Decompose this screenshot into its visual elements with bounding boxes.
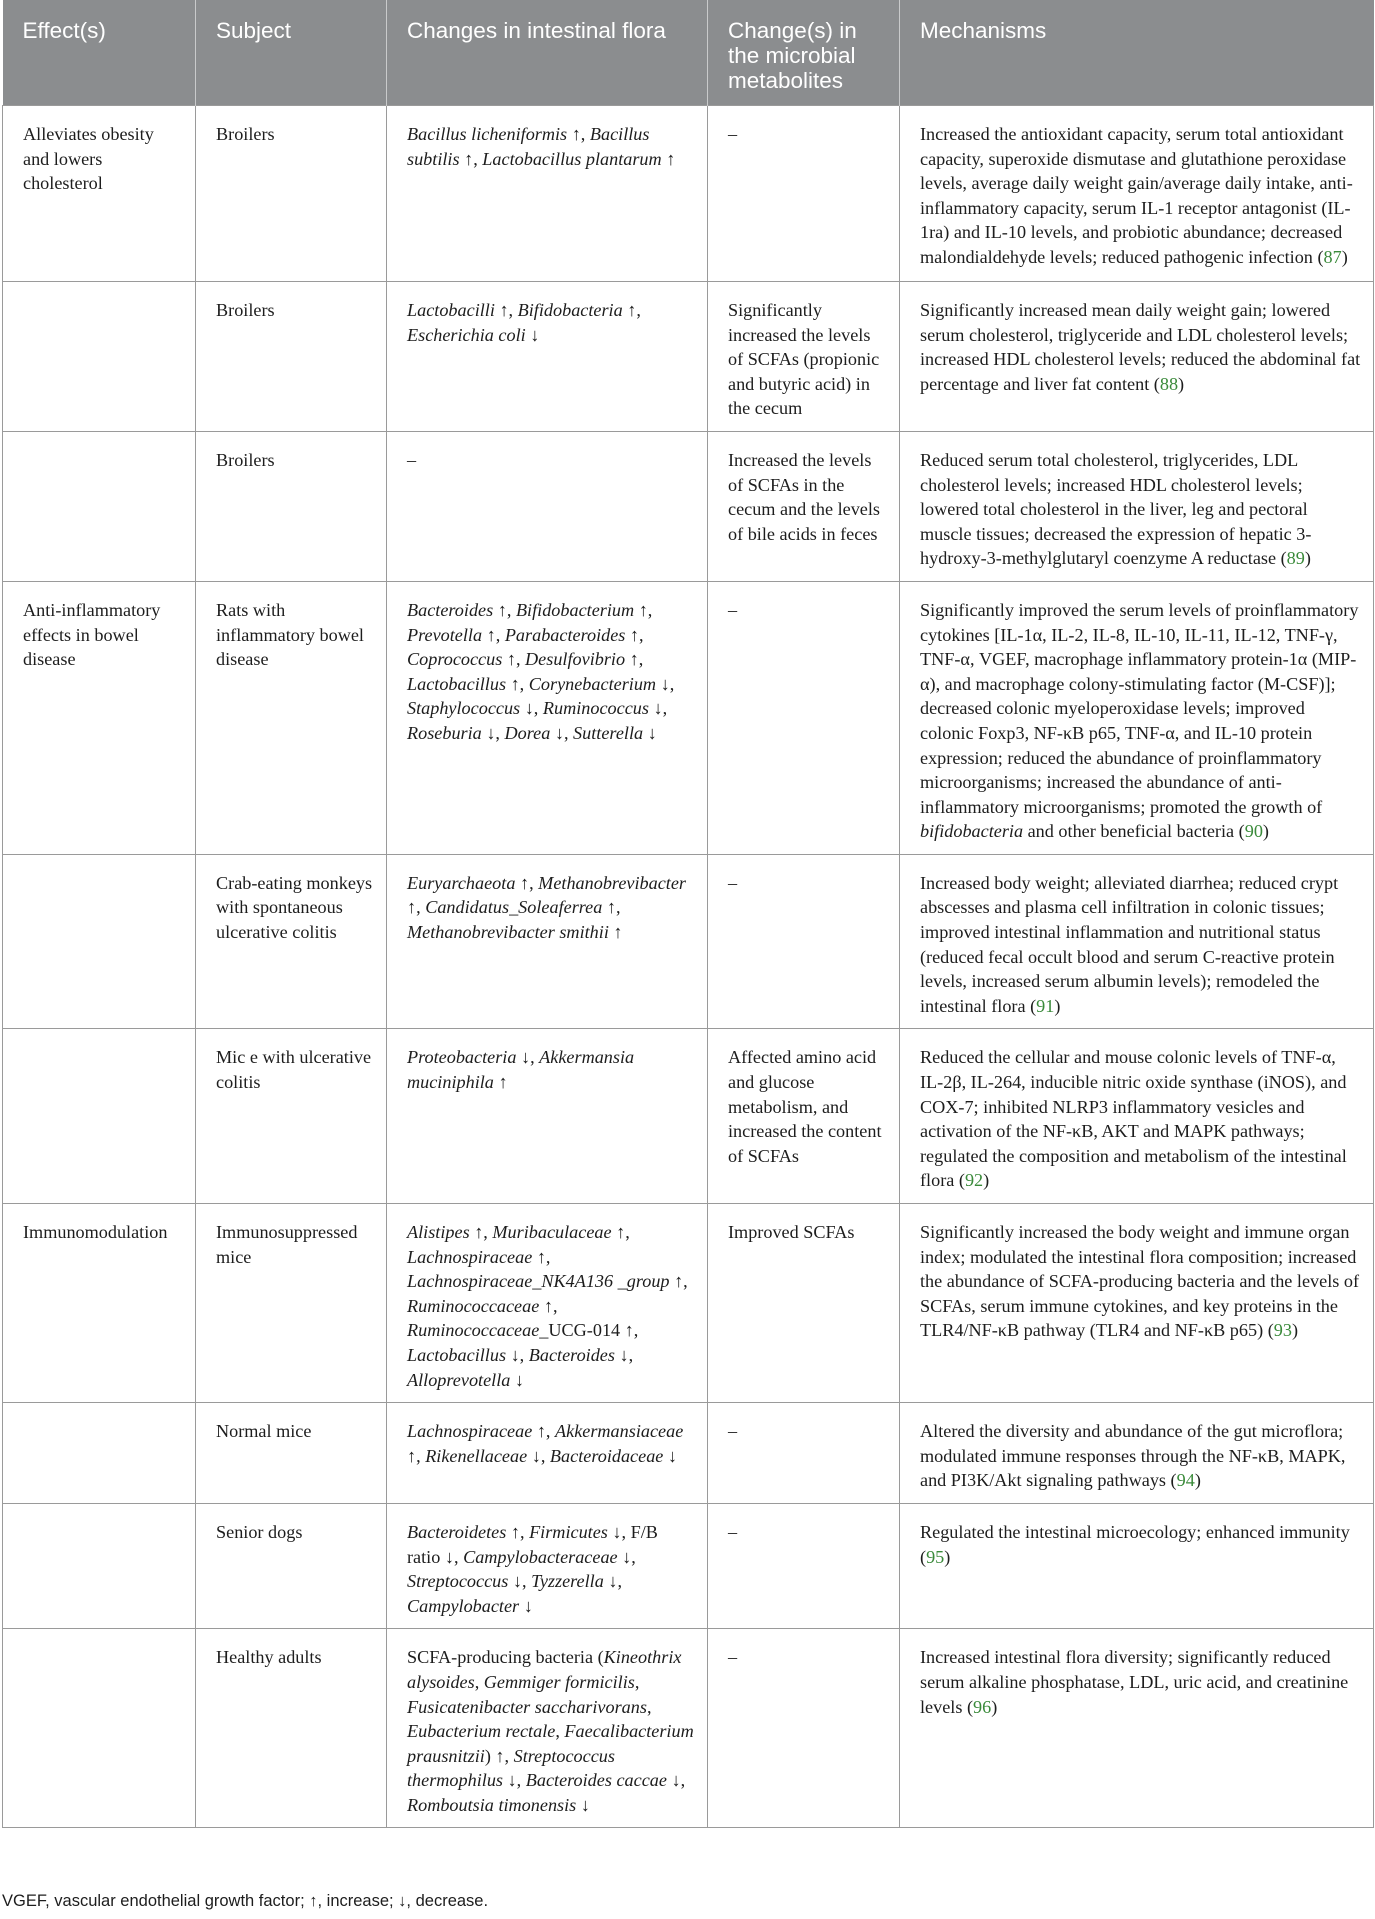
cell-flora: Lachnospiraceae ↑, Akkermansiaceae ↑, Rikenellaceae ↓, Bacteroidaceae ↓ — [387, 1403, 708, 1504]
cell-flora: – — [387, 431, 708, 581]
cell-subject: Senior dogs — [196, 1503, 387, 1628]
cell-subject: Mic e with ulcerative colitis — [196, 1029, 387, 1204]
cell-effect — [3, 1629, 196, 1828]
cell-subject: Crab-eating monkeys with spontaneous ulcerative colitis — [196, 854, 387, 1029]
cell-subject: Immunosuppressed mice — [196, 1204, 387, 1403]
cell-effect — [3, 1403, 196, 1504]
cell-metabolites: – — [708, 1503, 900, 1628]
table-row — [3, 1503, 1374, 1628]
cell-effect: Anti-inflammatory effects in bowel disease — [3, 581, 196, 854]
table-row — [3, 1629, 1374, 1828]
header-row — [3, 0, 1374, 106]
cell-mechanisms: Regulated the intestinal microecology; enhanced immunity (95) — [900, 1503, 1374, 1628]
header-effects: Effect(s) — [3, 0, 196, 106]
cell-subject: Healthy adults — [196, 1629, 387, 1828]
cell-flora: Bacteroidetes ↑, Firmicutes ↓, F/B ratio ↓, Campylobacteraceae ↓, Streptococcus ↓, Tyzzerella ↓, Campylobacter ↓ — [387, 1503, 708, 1628]
cell-mechanisms: Significantly increased mean daily weight gain; lowered serum cholesterol, triglyceride and LDL cholesterol levels; increased HDL cholesterol levels; reduced the abdominal fat percentage and liver fat content (88) — [900, 282, 1374, 432]
cell-mechanisms: Significantly increased the body weight and immune organ index; modulated the intestinal flora composition; increased the abundance of SCFA-producing bacteria and the levels of SCFAs, serum immune cytokines, and key proteins in the TLR4/NF-κB pathway (TLR4 and NF-κB p65) (93) — [900, 1204, 1374, 1403]
cell-flora: Proteobacteria ↓, Akkermansia muciniphila ↑ — [387, 1029, 708, 1204]
cell-subject: Broilers — [196, 431, 387, 581]
table-row — [3, 106, 1374, 282]
cell-mechanisms: Altered the diversity and abundance of the gut microflora; modulated immune responses through the NF-κB, MAPK, and PI3K/Akt signaling pathways (94) — [900, 1403, 1374, 1504]
table-row — [3, 1403, 1374, 1504]
cell-metabolites: – — [708, 106, 900, 282]
table-body — [3, 106, 1374, 1828]
cell-flora: Euryarchaeota ↑, Methanobrevibacter ↑, Candidatus_Soleaferrea ↑, Methanobrevibacter smithii ↑ — [387, 854, 708, 1029]
cell-mechanisms: Increased the antioxidant capacity, serum total antioxidant capacity, superoxide dismutase and glutathione peroxidase levels, average daily weight gain/average daily intake, anti-inflammatory capacity, serum IL-1 receptor antagonist (IL-1ra) and IL-10 levels, and probiotic abundance; decreased malondialdehyde levels; reduced pathogenic infection (87) — [900, 106, 1374, 282]
cell-metabolites: Improved SCFAs — [708, 1204, 900, 1403]
cell-effect — [3, 1029, 196, 1204]
cell-metabolites: – — [708, 854, 900, 1029]
table-header — [3, 0, 1374, 106]
cell-flora: Bacillus licheniformis ↑, Bacillus subtilis ↑, Lactobacillus plantarum ↑ — [387, 106, 708, 282]
cell-metabolites: Significantly increased the levels of SCFAs (propionic and butyric acid) in the cecum — [708, 282, 900, 432]
table-row — [3, 581, 1374, 854]
cell-metabolites: – — [708, 1629, 900, 1828]
table-row — [3, 854, 1374, 1029]
cell-effect — [3, 1503, 196, 1628]
cell-subject: Normal mice — [196, 1403, 387, 1504]
header-mechanisms: Mechanisms — [900, 0, 1374, 106]
cell-effect — [3, 854, 196, 1029]
header-subject: Subject — [196, 0, 387, 106]
cell-metabolites: Increased the levels of SCFAs in the cecum and the levels of bile acids in feces — [708, 431, 900, 581]
table-footnote: VGEF, vascular endothelial growth factor; ↑, increase; ↓, decrease. — [2, 1892, 489, 1910]
cell-flora: Alistipes ↑, Muribaculaceae ↑, Lachnospiraceae ↑, Lachnospiraceae_NK4A136 _group ↑, Ruminococcaceae ↑, Ruminococcaceae_UCG-014 ↑, Lactobacillus ↓, Bacteroides ↓, Alloprevotella ↓ — [387, 1204, 708, 1403]
cell-effect — [3, 431, 196, 581]
cell-effect: Immunomodulation — [3, 1204, 196, 1403]
cell-flora: SCFA-producing bacteria (Kineothrix alysoides, Gemmiger formicilis, Fusicatenibacter saccharivorans, Eubacterium rectale, Faecalibacterium prausnitzii) ↑, Streptococcus thermophilus ↓, Bacteroides caccae ↓, Romboutsia timonensis ↓ — [387, 1629, 708, 1828]
cell-metabolites: – — [708, 581, 900, 854]
table-row — [3, 1204, 1374, 1403]
data-table — [2, 0, 1374, 1828]
cell-mechanisms: Increased body weight; alleviated diarrhea; reduced crypt abscesses and plasma cell infiltration in colonic tissues; improved intestinal inflammation and nutritional status (reduced fecal occult blood and serum C-reactive protein levels, increased serum albumin levels); remodeled the intestinal flora (91) — [900, 854, 1374, 1029]
table-row — [3, 431, 1374, 581]
cell-flora: Bacteroides ↑, Bifidobacterium ↑, Prevotella ↑, Parabacteroides ↑, Coprococcus ↑, Desulfovibrio ↑, Lactobacillus ↑, Corynebacterium ↓, Staphylococcus ↓, Ruminococcus ↓, Roseburia ↓, Dorea ↓, Sutterella ↓ — [387, 581, 708, 854]
cell-subject: Rats with inflammatory bowel disease — [196, 581, 387, 854]
cell-metabolites: Affected amino acid and glucose metabolism, and increased the content of SCFAs — [708, 1029, 900, 1204]
cell-subject: Broilers — [196, 282, 387, 432]
table-row — [3, 282, 1374, 432]
header-flora: Changes in intestinal flora — [387, 0, 708, 106]
header-metabolites: Change(s) in the microbial metabolites — [708, 0, 900, 106]
cell-mechanisms: Reduced serum total cholesterol, triglycerides, LDL cholesterol levels; increased HDL cholesterol levels; lowered total cholesterol in the liver, leg and pectoral muscle tissues; decreased the expression of hepatic 3-hydroxy-3-methylglutaryl coenzyme A reductase (89) — [900, 431, 1374, 581]
cell-flora: Lactobacilli ↑, Bifidobacteria ↑, Escherichia coli ↓ — [387, 282, 708, 432]
table-row — [3, 1029, 1374, 1204]
cell-subject: Broilers — [196, 106, 387, 282]
cell-metabolites: – — [708, 1403, 900, 1504]
cell-mechanisms: Reduced the cellular and mouse colonic levels of TNF-α, IL-2β, IL-264, inducible nitric oxide synthase (iNOS), and COX-7; inhibited NLRP3 inflammatory vesicles and activation of the NF-κB, AKT and MAPK pathways; regulated the composition and metabolism of the intestinal flora (92) — [900, 1029, 1374, 1204]
cell-mechanisms: Increased intestinal flora diversity; significantly reduced serum alkaline phosphatase, LDL, uric acid, and creatinine levels (96) — [900, 1629, 1374, 1828]
cell-mechanisms: Significantly improved the serum levels of proinflammatory cytokines [IL-1α, IL-2, IL-8, IL-10, IL-11, IL-12, TNF-γ, TNF-α, VGEF, macrophage inflammatory protein-1α (MIP-α), and macrophage colony-stimulating factor (M-CSF)]; decreased colonic myeloperoxidase levels; improved colonic Foxp3, NF-κB p65, TNF-α, and IL-10 protein expression; reduced the abundance of proinflammatory microorganisms; increased the abundance of anti-inflammatory microorganisms; promoted the growth of bifidobacteria and other beneficial bacteria (90) — [900, 581, 1374, 854]
cell-effect — [3, 282, 196, 432]
cell-effect: Alleviates obesity and lowers cholesterol — [3, 106, 196, 282]
